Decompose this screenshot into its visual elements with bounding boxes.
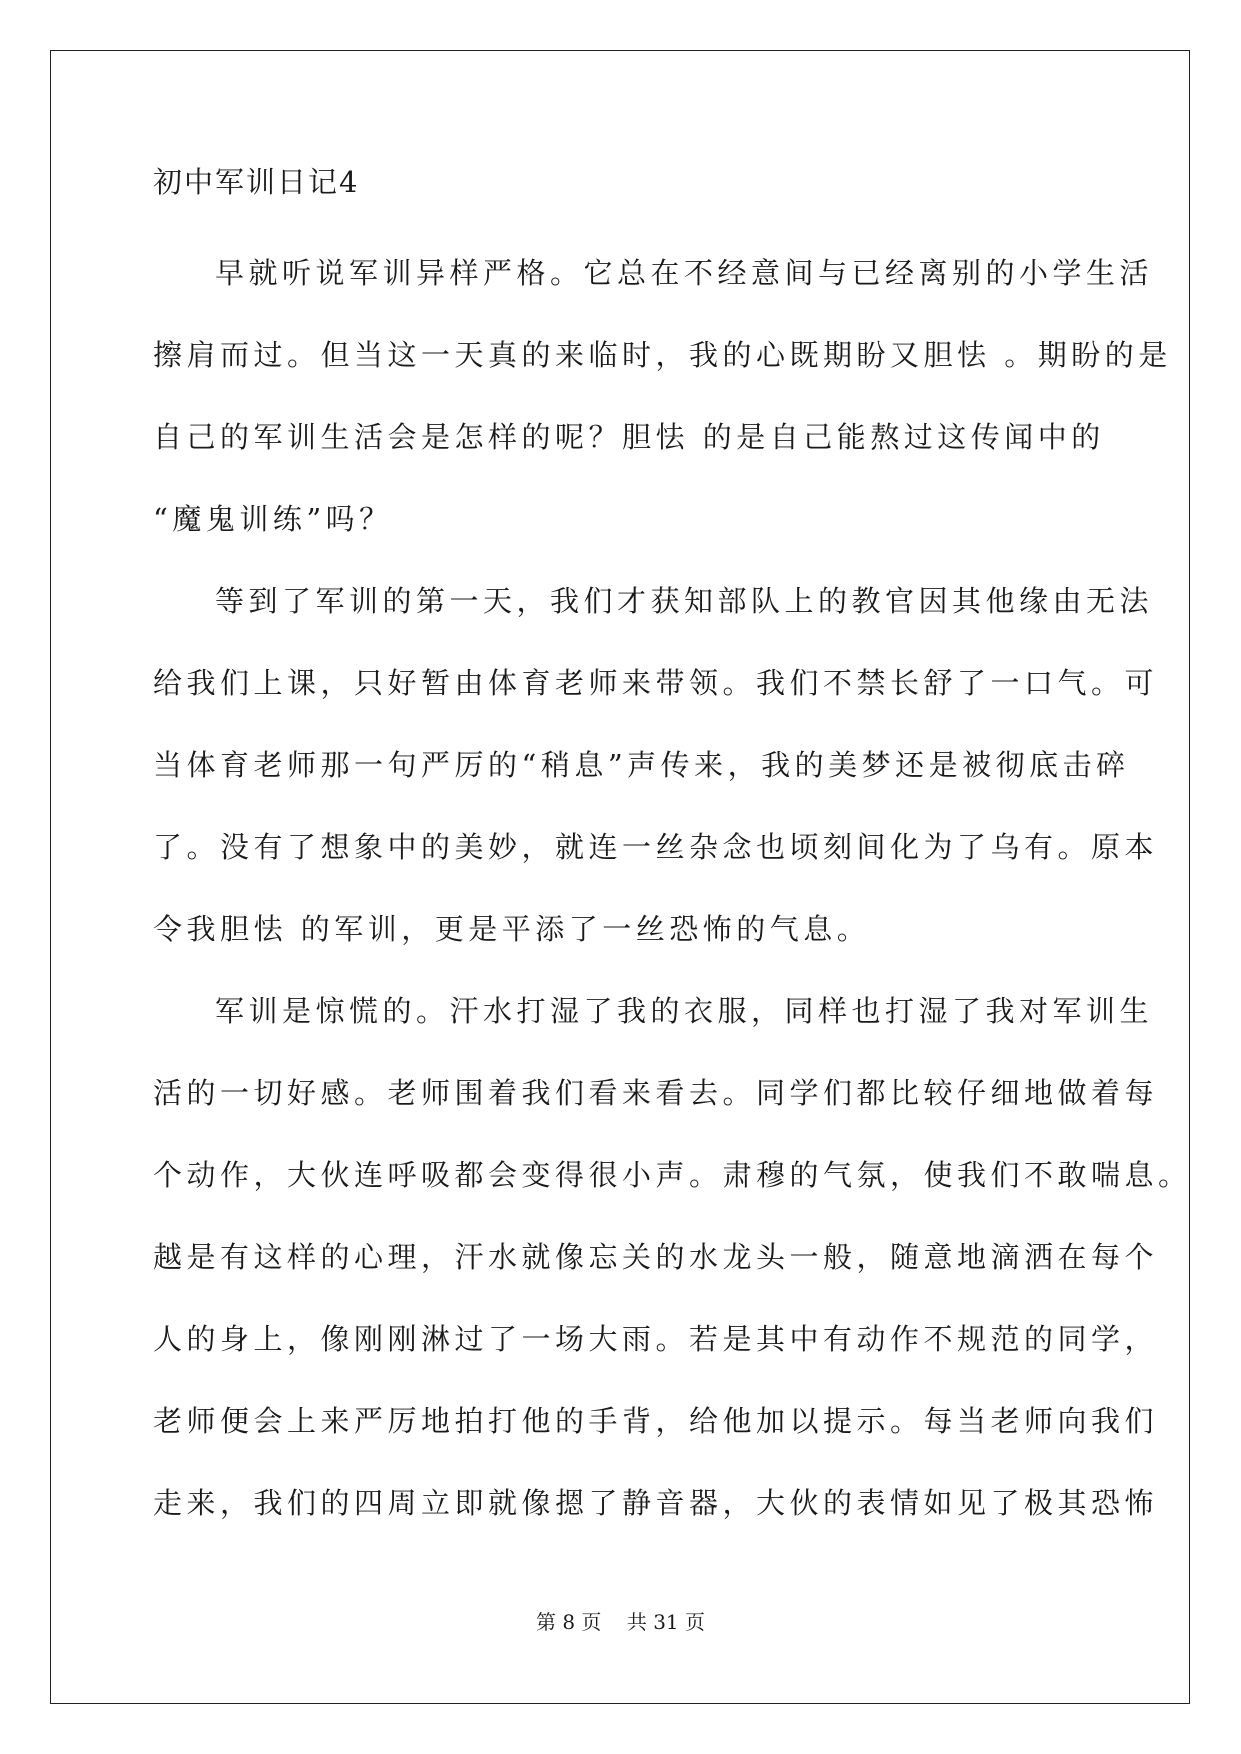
- text-line: 军训是惊慌的。汗水打湿了我的衣服，同样也打湿了我对军训生: [215, 994, 1154, 1028]
- text-line: 越是有这样的心理，汗水就像忘关的水龙头一般，随意地滴洒在每个: [153, 1240, 1159, 1274]
- text-line: 走来，我们的四周立即就像摁了静音器，大伙的表情如见了极其恐怖: [153, 1486, 1159, 1520]
- text-line: 人的身上，像刚刚淋过了一场大雨。若是其中有动作不规范的同学，: [153, 1322, 1159, 1356]
- text-line: 擦肩而过。但当这一天真的来临时，我的心既期盼又胆怯 。期盼的是: [153, 338, 1172, 372]
- paragraph-lines: [153, 247, 1192, 1559]
- text-line: “魔鬼训练”吗？: [153, 502, 393, 536]
- text-line: 早就听说军训异样严格。它总在不经意间与已经离别的小学生活: [215, 256, 1154, 290]
- document-title: 初中军训日记4: [153, 165, 360, 199]
- text-line: 个动作，大伙连呼吸都会变得很小声。肃穆的气氛，使我们不敢喘息。: [153, 1158, 1192, 1192]
- text-line: 等到了军训的第一天，我们才获知部队上的教官因其他缘由无法: [215, 584, 1154, 618]
- text-line: 给我们上课，只好暂由体育老师来带领。我们不禁长舒了一口气。可: [153, 666, 1159, 700]
- document-body: [153, 165, 1192, 1559]
- text-line: 了。没有了想象中的美妙，就连一丝杂念也顷刻间化为了乌有。原本: [153, 830, 1159, 864]
- text-line: 老师便会上来严厉地拍打他的手背，给他加以提示。每当老师向我们: [153, 1404, 1159, 1438]
- text-line: 当体育老师那一句严厉的“稍息”声传来，我的美梦还是被彻底击碎: [153, 748, 1130, 782]
- text-line: 活的一切好感。老师围着我们看来看去。同学们都比较仔细地做着每: [153, 1076, 1159, 1110]
- text-line: 自己的军训生活会是怎样的呢？胆怯 的是自己能熬过这传闻中的: [153, 420, 1105, 454]
- text-line: 令我胆怯 的军训，更是平添了一丝恐怖的气息。: [153, 912, 871, 946]
- page-footer: 第 8 页 共 31 页: [535, 1610, 706, 1634]
